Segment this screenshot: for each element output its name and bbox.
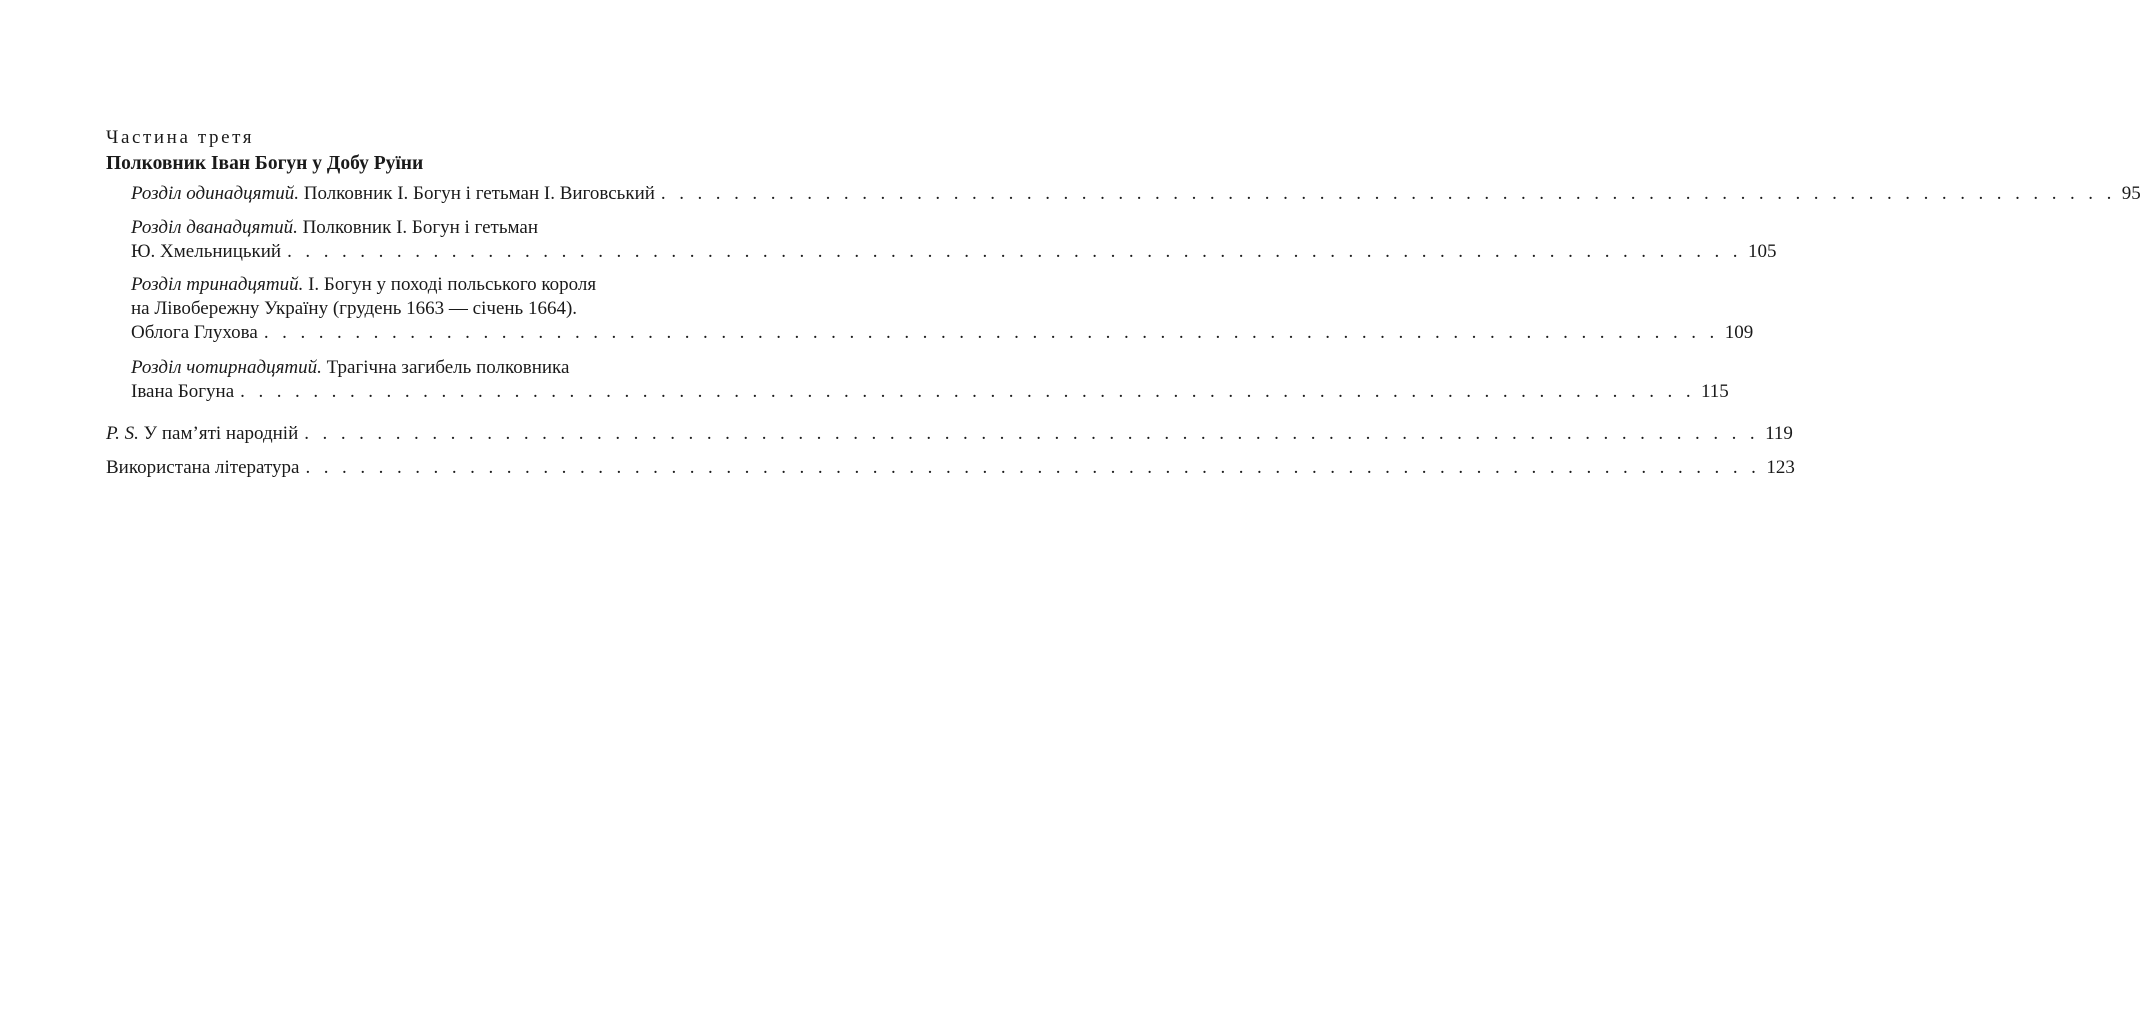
postscript-title: У пам’яті народній	[143, 423, 299, 444]
chapter-12-page: 105	[1747, 241, 1777, 262]
postscript-page: 119	[1765, 423, 1793, 444]
chapter-13-page: 109	[1724, 322, 1754, 343]
chapter-14-page: 115	[1701, 381, 1729, 402]
leader-dots: . . . . . . . . . . . . . . . . . . . . . . . . . . . . . . . . . . . . . . . . . . . . . . . . . . . . . . . . . . . . . . . . . . . . . . . . . . . . . . . .	[660, 183, 2116, 204]
toc-entry-chapter-13-line-1[interactable]	[131, 273, 596, 297]
toc-entry-chapter-11[interactable]	[131, 182, 2141, 206]
chapter-14-prefix: Розділ чотирнадцятий.	[131, 357, 322, 378]
toc-entry-bibliography[interactable]	[106, 456, 1795, 480]
chapter-13-prefix: Розділ тринадцятий.	[131, 274, 304, 295]
chapter-12-title-line-1: Полковник І. Богун і гетьман	[302, 217, 538, 238]
chapter-11-prefix: Розділ одинадцятий.	[131, 183, 299, 204]
part-label: Частина третя	[106, 127, 255, 148]
chapter-11-title: Полковник І. Богун і гетьман І. Виговський	[303, 183, 655, 204]
leader-dots: . . . . . . . . . . . . . . . . . . . . . . . . . . . . . . . . . . . . . . . . . . . . . . . . . . . . . . . . . . . . . . . . . . . . . . . . . . . . . . . .	[287, 241, 1742, 262]
chapter-12-prefix: Розділ дванадцятий.	[131, 217, 298, 238]
chapter-11-page: 95	[2121, 183, 2141, 204]
leader-dots: . . . . . . . . . . . . . . . . . . . . . . . . . . . . . . . . . . . . . . . . . . . . . . . . . . . . . . . . . . . . . . . . . . . . . . . . . . . . . . . .	[305, 457, 1761, 478]
toc-entry-chapter-13-line-3[interactable]	[131, 321, 1754, 345]
toc-entry-chapter-13-line-2[interactable]	[131, 297, 577, 321]
toc-entry-chapter-12-line-1[interactable]	[131, 216, 538, 240]
leader-dots: . . . . . . . . . . . . . . . . . . . . . . . . . . . . . . . . . . . . . . . . . . . . . . . . . . . . . . . . . . . . . . . . . . . . . . . . . . . . . . . .	[263, 322, 1719, 343]
toc-entry-chapter-12-line-2[interactable]	[131, 240, 1777, 264]
part-title: Полковник Іван Богун у Добу Руїни	[106, 153, 424, 174]
chapter-14-title-line-1: Трагічна загибель полковника	[326, 357, 570, 378]
chapter-13-title-line-3: Облога Глухова	[131, 322, 258, 343]
postscript-prefix: P. S.	[106, 423, 139, 444]
chapter-14-title-line-2: Івана Богуна	[131, 381, 235, 402]
toc-entry-chapter-14-line-2[interactable]	[131, 380, 1729, 404]
leader-dots: . . . . . . . . . . . . . . . . . . . . . . . . . . . . . . . . . . . . . . . . . . . . . . . . . . . . . . . . . . . . . . . . . . . . . . . . . . . . . . . .	[304, 423, 1760, 444]
chapter-12-title-line-2: Ю. Хмельницький	[131, 241, 282, 262]
toc-entry-postscript[interactable]	[106, 422, 1793, 446]
toc-entry-chapter-14-line-1[interactable]	[131, 356, 569, 380]
leader-dots: . . . . . . . . . . . . . . . . . . . . . . . . . . . . . . . . . . . . . . . . . . . . . . . . . . . . . . . . . . . . . . . . . . . . . . . . . . . . . . . .	[240, 381, 1695, 402]
chapter-13-title-line-2: на Лівобережну Україну (грудень 1663 — січень 1664).	[131, 298, 578, 319]
chapter-13-title-line-1: І. Богун у поході польського короля	[308, 274, 597, 295]
bibliography-page: 123	[1766, 457, 1795, 478]
bibliography-title: Використана література	[106, 457, 300, 478]
